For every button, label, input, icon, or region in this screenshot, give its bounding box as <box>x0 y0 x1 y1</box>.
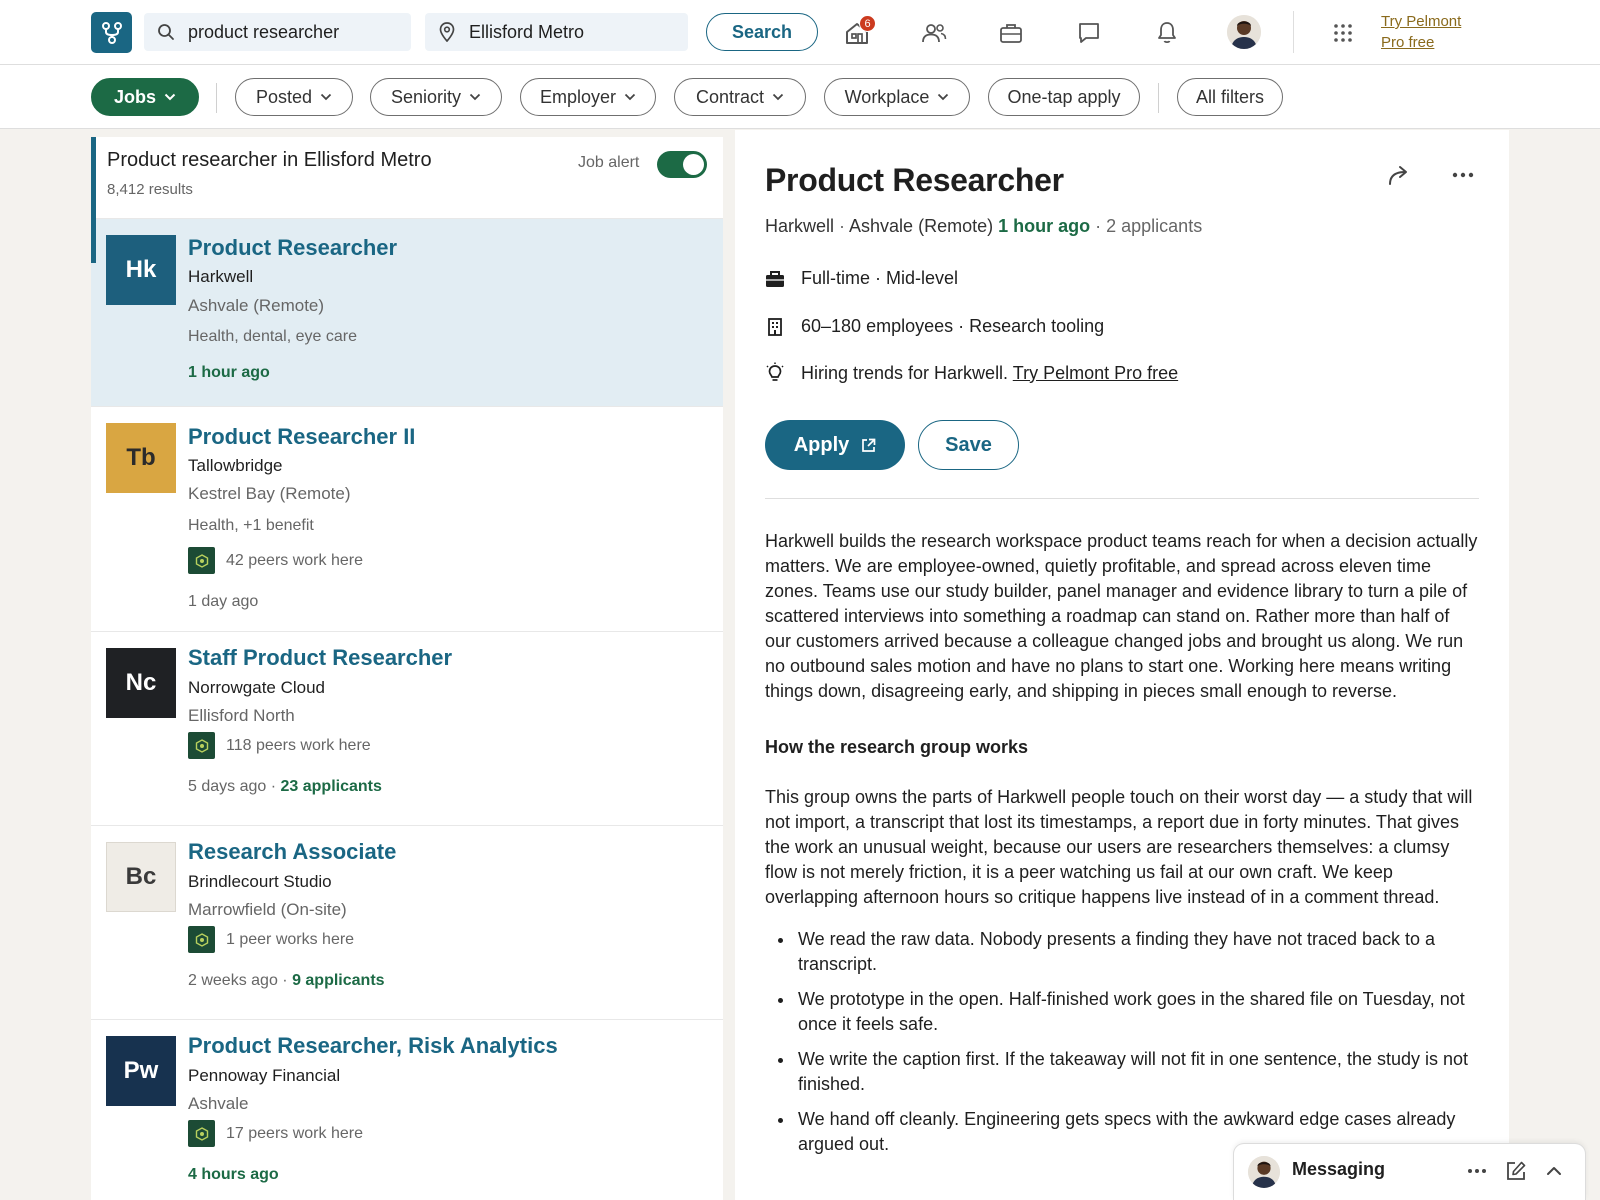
peers-badge-icon <box>188 926 215 953</box>
peers-row <box>188 732 371 759</box>
company-logo: Tb <box>106 423 176 493</box>
top-navigation-bar <box>0 0 1600 65</box>
apps-menu[interactable] <box>1328 18 1358 48</box>
job-results-list <box>91 137 723 1200</box>
chevron-down-icon <box>469 93 481 101</box>
posted-time-value: 2 weeks ago <box>188 972 278 989</box>
results-header <box>91 137 723 219</box>
location-search-input[interactable] <box>425 13 688 51</box>
filter-divider <box>216 83 217 113</box>
employment-type-row <box>765 268 958 289</box>
job-location: Ellisford North <box>188 706 295 725</box>
search-button[interactable]: Search <box>706 13 818 51</box>
job-card[interactable] <box>91 826 723 1020</box>
results-count: 8,412 results <box>107 181 193 198</box>
apps-grid-icon <box>1333 23 1353 43</box>
keyword-search-input[interactable] <box>144 13 411 51</box>
workplace-filter-label: Workplace <box>844 86 930 107</box>
posted-time <box>188 972 385 990</box>
filter-bar <box>0 65 1600 129</box>
peers-row <box>188 1120 363 1147</box>
job-location: Ashvale (Remote) <box>188 296 325 315</box>
list-item: We write the caption first. If the takeaway will not fit in one sentence, the study is not finished. <box>765 1047 1479 1097</box>
job-title-link[interactable]: Research Associate <box>188 839 397 864</box>
location-pin-icon <box>425 22 469 42</box>
meta-separator: · <box>277 972 293 989</box>
job-title-link[interactable]: Product Researcher II <box>188 424 416 449</box>
expand-messaging-button[interactable] <box>1543 1160 1565 1182</box>
company-logo: Nc <box>106 648 176 718</box>
company-logo: Hk <box>106 235 176 305</box>
company-size: 60–180 employees · Research tooling <box>801 316 1105 336</box>
detail-location: Ashvale (Remote) <box>849 216 994 236</box>
apply-label: Apply <box>793 433 850 456</box>
share-icon <box>1387 164 1411 186</box>
job-title-link[interactable]: Product Researcher, Risk Analytics <box>188 1033 558 1058</box>
list-item: We read the raw data. Nobody presents a finding they have not traced back to a transcript. <box>765 927 1479 977</box>
benefits: Health, dental, eye care <box>188 328 357 345</box>
posted-time-value: 5 days ago <box>188 778 267 795</box>
notifications-nav[interactable] <box>1152 18 1182 48</box>
detail-posted: 1 hour ago <box>998 216 1091 236</box>
more-options-button[interactable] <box>1451 164 1475 186</box>
peers-count: 17 peers work here <box>226 1124 363 1142</box>
hiring-trends-text <box>801 363 1178 384</box>
chevron-down-icon <box>937 93 949 101</box>
chevron-up-icon <box>1543 1160 1565 1182</box>
chevron-down-icon <box>772 93 784 101</box>
company-name: Tallowbridge <box>188 456 283 475</box>
share-button[interactable] <box>1387 164 1411 186</box>
peers-row <box>188 547 363 574</box>
company-size-row <box>765 316 1104 337</box>
one-tap-apply-filter[interactable] <box>988 78 1140 116</box>
selected-accent-bar <box>91 137 96 263</box>
list-item: We hand off cleanly. Engineering gets specs with the awkward edge cases already argued out. <box>765 1107 1479 1157</box>
results-title: Product researcher in Ellisford Metro <box>107 149 432 171</box>
posted-filter-label: Posted <box>255 86 313 107</box>
seniority-filter-label: Seniority <box>390 86 462 107</box>
notification-badge: 6 <box>859 15 876 32</box>
workplace-filter[interactable] <box>824 78 970 116</box>
contract-filter[interactable] <box>674 78 806 116</box>
chevron-down-icon <box>164 93 176 101</box>
company-name: Pennoway Financial <box>188 1066 341 1085</box>
job-detail-panel <box>735 130 1509 1200</box>
promo-line-2: Pro free <box>1381 34 1435 51</box>
meta-separator: · <box>266 778 281 795</box>
try-pro-link[interactable] <box>1381 11 1491 53</box>
people-icon <box>921 22 947 44</box>
people-nav[interactable] <box>919 18 949 48</box>
chat-icon <box>1077 21 1101 45</box>
benefits: Health, +1 benefit <box>188 517 314 534</box>
jobs-filter[interactable] <box>91 78 199 116</box>
job-card[interactable] <box>91 632 723 826</box>
toggle-knob <box>683 154 704 175</box>
detail-company[interactable]: Harkwell <box>765 216 835 236</box>
location-value: Ellisford Metro <box>469 21 585 42</box>
bell-icon <box>1156 21 1178 45</box>
principles-list <box>765 927 1479 1167</box>
hiring-trends-row <box>765 362 1178 384</box>
building-icon <box>765 317 785 337</box>
posted-time <box>188 1166 279 1184</box>
promo-line-1: Try Pelmont <box>1381 13 1462 30</box>
chevron-down-icon <box>624 93 636 101</box>
messaging-label: Messaging <box>1292 1159 1386 1179</box>
compose-message-button[interactable] <box>1505 1160 1527 1182</box>
posted-filter[interactable] <box>235 78 353 116</box>
save-button[interactable]: Save <box>918 420 1019 470</box>
detail-job-title: Product Researcher <box>765 162 1064 198</box>
jobs-filter-label: Jobs <box>113 86 156 107</box>
job-location: Marrowfield (On-site) <box>188 900 347 919</box>
peers-count: 42 peers work here <box>226 551 363 569</box>
job-alert-label: Job alert <box>578 154 640 171</box>
company-name: Harkwell <box>188 267 254 286</box>
posted-time-value: 1 hour ago <box>188 364 270 381</box>
job-card[interactable] <box>91 219 723 407</box>
try-pro-inline-link[interactable]: Try Pelmont Pro free <box>1012 362 1179 383</box>
detail-subtitle <box>765 216 1202 237</box>
company-logo: Pw <box>106 1036 176 1106</box>
employer-filter-label: Employer <box>539 86 617 107</box>
posted-time-value: 4 hours ago <box>188 1166 279 1183</box>
seniority-filter[interactable] <box>370 78 502 116</box>
separator: · <box>834 216 850 236</box>
home-nav[interactable] <box>842 18 872 48</box>
jobs-nav[interactable] <box>996 18 1026 48</box>
company-name: Brindlecourt Studio <box>188 872 332 891</box>
lightbulb-icon <box>765 362 785 384</box>
more-icon <box>1466 1160 1488 1182</box>
avatar <box>1248 1156 1280 1188</box>
nav-divider <box>1293 11 1294 53</box>
external-link-icon <box>861 438 876 453</box>
applicant-count: 23 applicants <box>280 778 382 795</box>
peers-badge-icon <box>188 732 215 759</box>
job-card[interactable] <box>91 1020 723 1200</box>
section-heading: How the research group works <box>765 737 1029 757</box>
detail-applicants: 2 applicants <box>1106 216 1203 236</box>
employer-filter[interactable] <box>520 78 656 116</box>
peers-count: 1 peer works here <box>226 930 355 948</box>
peers-count: 118 peers work here <box>226 736 371 754</box>
applicant-count: 9 applicants <box>292 972 385 989</box>
more-icon <box>1451 164 1475 186</box>
search-icon <box>144 23 188 41</box>
chevron-down-icon <box>320 93 332 101</box>
messaging-dock[interactable] <box>1234 1144 1585 1200</box>
job-title-link[interactable]: Staff Product Researcher <box>188 645 453 670</box>
peers-badge-icon <box>188 547 215 574</box>
peers-badge-icon <box>188 1120 215 1147</box>
all-filters-button[interactable] <box>1177 78 1283 116</box>
messaging-more-button[interactable] <box>1466 1160 1488 1182</box>
one-tap-apply-label: One-tap apply <box>1007 86 1121 107</box>
avatar[interactable] <box>1227 15 1261 49</box>
company-logo: Bc <box>106 842 176 912</box>
briefcase-icon <box>999 22 1023 44</box>
list-item: We prototype in the open. Half-finished work goes in the shared file on Tuesday, not once it feels safe. <box>765 987 1479 1037</box>
separator: · <box>1090 216 1107 236</box>
job-alert-toggle[interactable] <box>657 151 707 178</box>
employment-type: Full-time · Mid-level <box>801 268 959 288</box>
briefcase-icon <box>765 270 785 288</box>
all-filters-label: All filters <box>1195 86 1264 107</box>
job-location: Ashvale <box>188 1094 249 1113</box>
hiring-trends-label: Hiring trends for Harkwell. <box>801 362 1009 383</box>
network-logo-icon[interactable] <box>91 12 132 53</box>
job-card[interactable] <box>91 407 723 632</box>
filter-divider <box>1158 83 1159 113</box>
contract-filter-label: Contract <box>695 86 765 107</box>
job-title-link[interactable]: Product Researcher <box>188 235 398 260</box>
posted-time <box>188 778 382 796</box>
posted-time: 1 day ago <box>188 593 259 610</box>
job-location: Kestrel Bay (Remote) <box>188 484 351 503</box>
section-body-text: This group owns the parts of Harkwell people touch on their worst day — a study that will not import, a transcript that lost its timestamps, a report due in forty minutes. That gives the work an unusual weight, because our users are researchers themselves: a clumsy flow is not merely friction, it is a peer watching us fail at our own craft. We keep overlapping afternoon hours so critique happens live instead of in a comment thread. <box>765 787 1473 907</box>
keyword-value: product researcher <box>188 21 340 42</box>
messages-nav[interactable] <box>1074 18 1104 48</box>
section-divider <box>765 498 1479 499</box>
about-company-text: Harkwell builds the research workspace product teams reach for when a decision actually matters. We are employee-owned, quietly profitable, and spread across eleven time zones. Teams use our study builder, panel manager and evidence library to turn a pile of scattered interviews into something a roadmap can stand on. Rather more than half of our customers arrived because a colleague changed jobs and brought us along. We run no outbound sales motion and have no plans to start one. Working here means writing things down, disagreeing early, and shipping in pieces small enough to reverse. <box>765 531 1478 701</box>
apply-button[interactable] <box>765 420 905 470</box>
compose-icon <box>1505 1160 1527 1182</box>
peers-row <box>188 926 354 953</box>
posted-time <box>188 364 270 382</box>
company-name: Norrowgate Cloud <box>188 678 326 697</box>
